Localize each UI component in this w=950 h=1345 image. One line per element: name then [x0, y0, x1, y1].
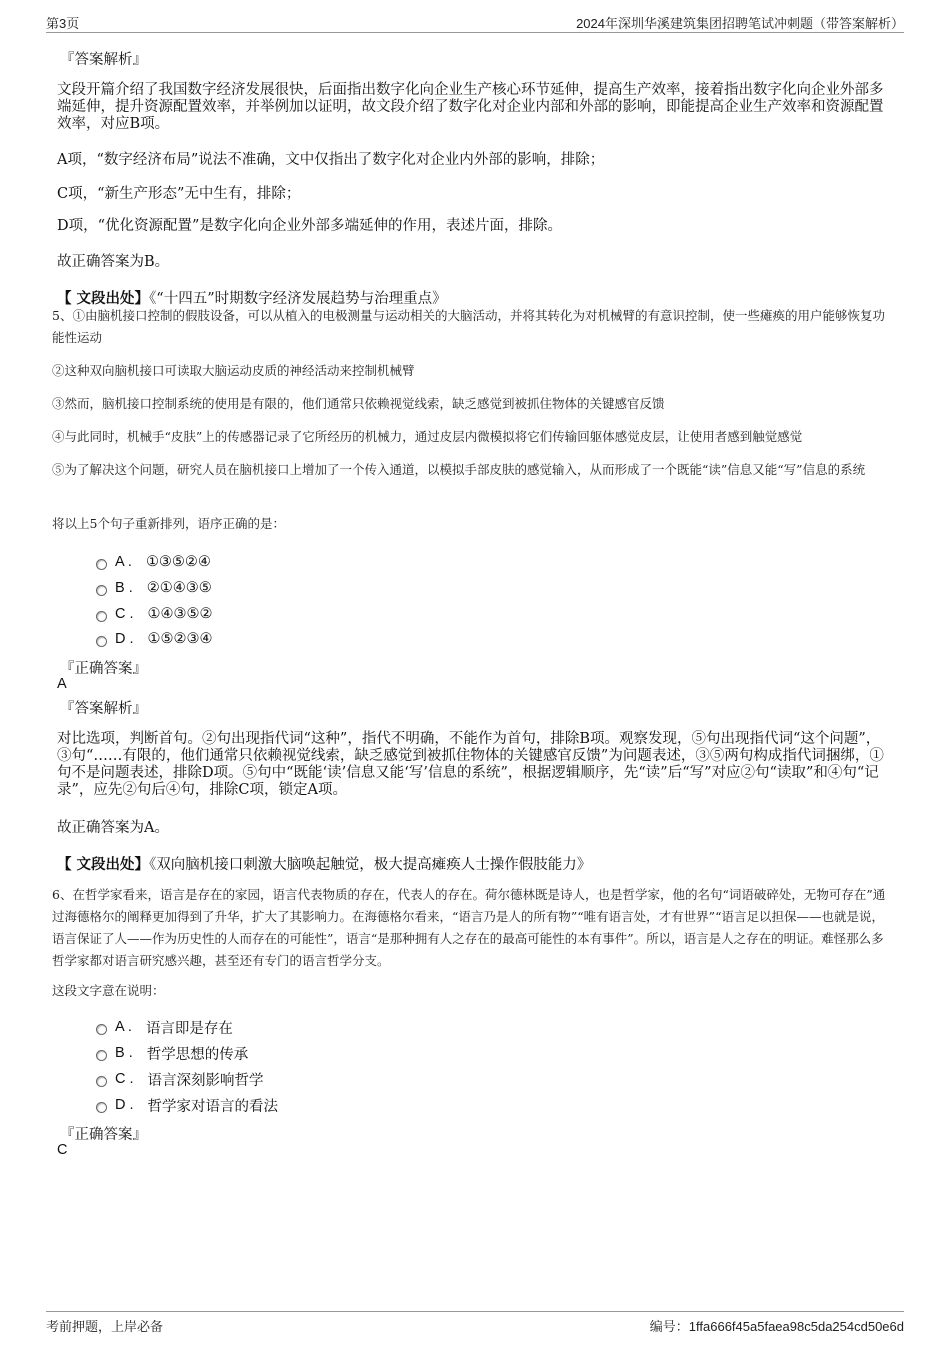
- document-id: 编号：1ffa666f45a5faea98c5da254cd50e6d: [649, 1319, 904, 1334]
- radio-icon[interactable]: [96, 1076, 107, 1087]
- page-number: 第3页: [46, 16, 80, 31]
- q4-a-note: A项，“数字经济布局”说法不准确，文中仅指出了数字化对企业内外部的影响，排除；: [57, 152, 605, 168]
- radio-icon[interactable]: [96, 611, 107, 622]
- q6-stem: 6、在哲学家看来，语言是存在的家园，语言代表物质的存在，代表人的存在。荷尔德林既是诗人，也是哲学家，他的名句“词语破碎处，无物可存在”通过海德格尔的阐释更加得到了升华，扩大了其影响力。在海德格尔看来，“语言乃是人的所有物”“唯有语言处，才有世界”“语言足以担保——也就是说，语言保证了人——作为历史性的人而存在的可能性”，语言“是那种拥有人之存在的最高可能性的本有事件”。所以，语言是人之存在的明证。难怪那么多哲学家都对语言研究感兴趣，甚至还有专门的语言哲学分支。: [52, 887, 886, 968]
- radio-icon[interactable]: [96, 559, 107, 570]
- q5-source-label: 【 文段出处】: [57, 856, 150, 873]
- q6-answer-tag: 『正确答案』: [60, 1127, 147, 1143]
- footer-slogan: 考前押题，上岸必备: [46, 1320, 164, 1335]
- q5-source: [57, 853, 591, 874]
- radio-icon[interactable]: [96, 585, 107, 596]
- q4-analysis-tag: 『答案解析』: [60, 52, 147, 68]
- q6-prompt: 这段文字意在说明：: [52, 983, 165, 998]
- q6-option-d[interactable]: D . 哲学家对语言的看法: [96, 1095, 278, 1115]
- q5-prompt: 将以上5个句子重新排列，语序正确的是：: [52, 516, 285, 531]
- q6-option-a[interactable]: A . 语言即是存在: [96, 1017, 233, 1037]
- q6-answer: C: [57, 1142, 68, 1158]
- q4-d-note: D项，“优化资源配置”是数字化向企业外部多端延伸的作用，表述片面，排除。: [57, 218, 562, 234]
- q5-sentence-4: ④与此同时，机械手“皮肤”上的传感器记录了它所经历的机械力，通过皮层内微模拟将它们传输回躯体感觉皮层，让使用者感到触觉感觉: [52, 429, 803, 444]
- q5-sentence-2: ②这种双向脑机接口可读取大脑运动皮质的神经活动来控制机械臂: [52, 363, 415, 378]
- document-title: 2024年深圳华溪建筑集团招聘笔试冲刺题（带答案解析）: [576, 16, 904, 31]
- q6-option-c[interactable]: C . 语言深刻影响哲学: [96, 1069, 264, 1089]
- radio-icon[interactable]: [96, 636, 107, 647]
- radio-icon[interactable]: [96, 1102, 107, 1113]
- q5-sentence-5: ⑤为了解决这个问题，研究人员在脑机接口上增加了一个传入通道，以模拟手部皮肤的感觉输入，从而形成了一个既能“读”信息又能“写”信息的系统: [52, 462, 866, 477]
- radio-icon[interactable]: [96, 1050, 107, 1061]
- q5-analysis-tag: 『答案解析』: [60, 701, 147, 717]
- q4-analysis: 文段开篇介绍了我国数字经济发展很快，后面指出数字化向企业生产核心环节延伸，提高生产效率，接着指出数字化向企业外部多端延伸，提升资源配置效率，并举例加以证明，故文段介绍了数字化对企业内部和外部的影响，即能提高企业生产效率和资源配置效率，对应B项。: [57, 82, 884, 132]
- q5-analysis: 对比选项，判断首句。②句出现指代词“这种”，指代不明确，不能作为首句，排除B项。观察发现，⑤句出现指代词“这个问题”，③句“……有限的，他们通常只依赖视觉线索，缺乏感觉到被抓住物体的关键感官反馈”为问题表述，③⑤两句构成指代词捆绑，①句不是问题表述，排除D项。⑤句中“既能‘读’信息又能‘写’信息的系统”，根据逻辑顺序，先“读”后“写”对应②句“读取”和④句“记录”，应先②句后④句，排除C项，锁定A项。: [57, 731, 884, 798]
- q5-conclusion: 故正确答案为A。: [57, 820, 169, 836]
- page-header: [46, 12, 904, 33]
- q5-option-c[interactable]: C . ①④③⑤②: [96, 604, 213, 624]
- q4-source-title: 《“十四五”时期数字经济发展趋势与治理重点》: [149, 291, 447, 307]
- q6-option-b[interactable]: B . 哲学思想的传承: [96, 1043, 248, 1063]
- q5-option-d[interactable]: D . ①⑤②③④: [96, 629, 213, 649]
- q5-option-b[interactable]: B . ②①④③⑤: [96, 578, 212, 598]
- q5-sentence-1: 5、①由脑机接口控制的假肢设备，可以从植入的电极测量与运动相关的大脑活动，并将其转化为对机械臂的有意识控制，使一些瘫痪的用户能够恢复功能性运动: [52, 308, 885, 345]
- q4-c-note: C项，“新生产形态”无中生有，排除；: [57, 186, 301, 202]
- q4-source-label: 【 文段出处】: [57, 290, 150, 307]
- page-footer: [46, 1311, 904, 1336]
- q4-conclusion: 故正确答案为B。: [57, 254, 170, 270]
- q5-source-title: 《双向脑机接口刺激大脑唤起触觉，极大提高瘫痪人士操作假肢能力》: [149, 857, 592, 873]
- radio-icon[interactable]: [96, 1024, 107, 1035]
- q5-answer-tag: 『正确答案』: [60, 661, 147, 677]
- q5-option-a[interactable]: A . ①③⑤②④: [96, 552, 211, 572]
- q5-answer: A: [57, 676, 67, 692]
- q5-sentence-3: ③然而，脑机接口控制系统的使用是有限的，他们通常只依赖视觉线索，缺乏感觉到被抓住物体的关键感官反馈: [52, 396, 665, 411]
